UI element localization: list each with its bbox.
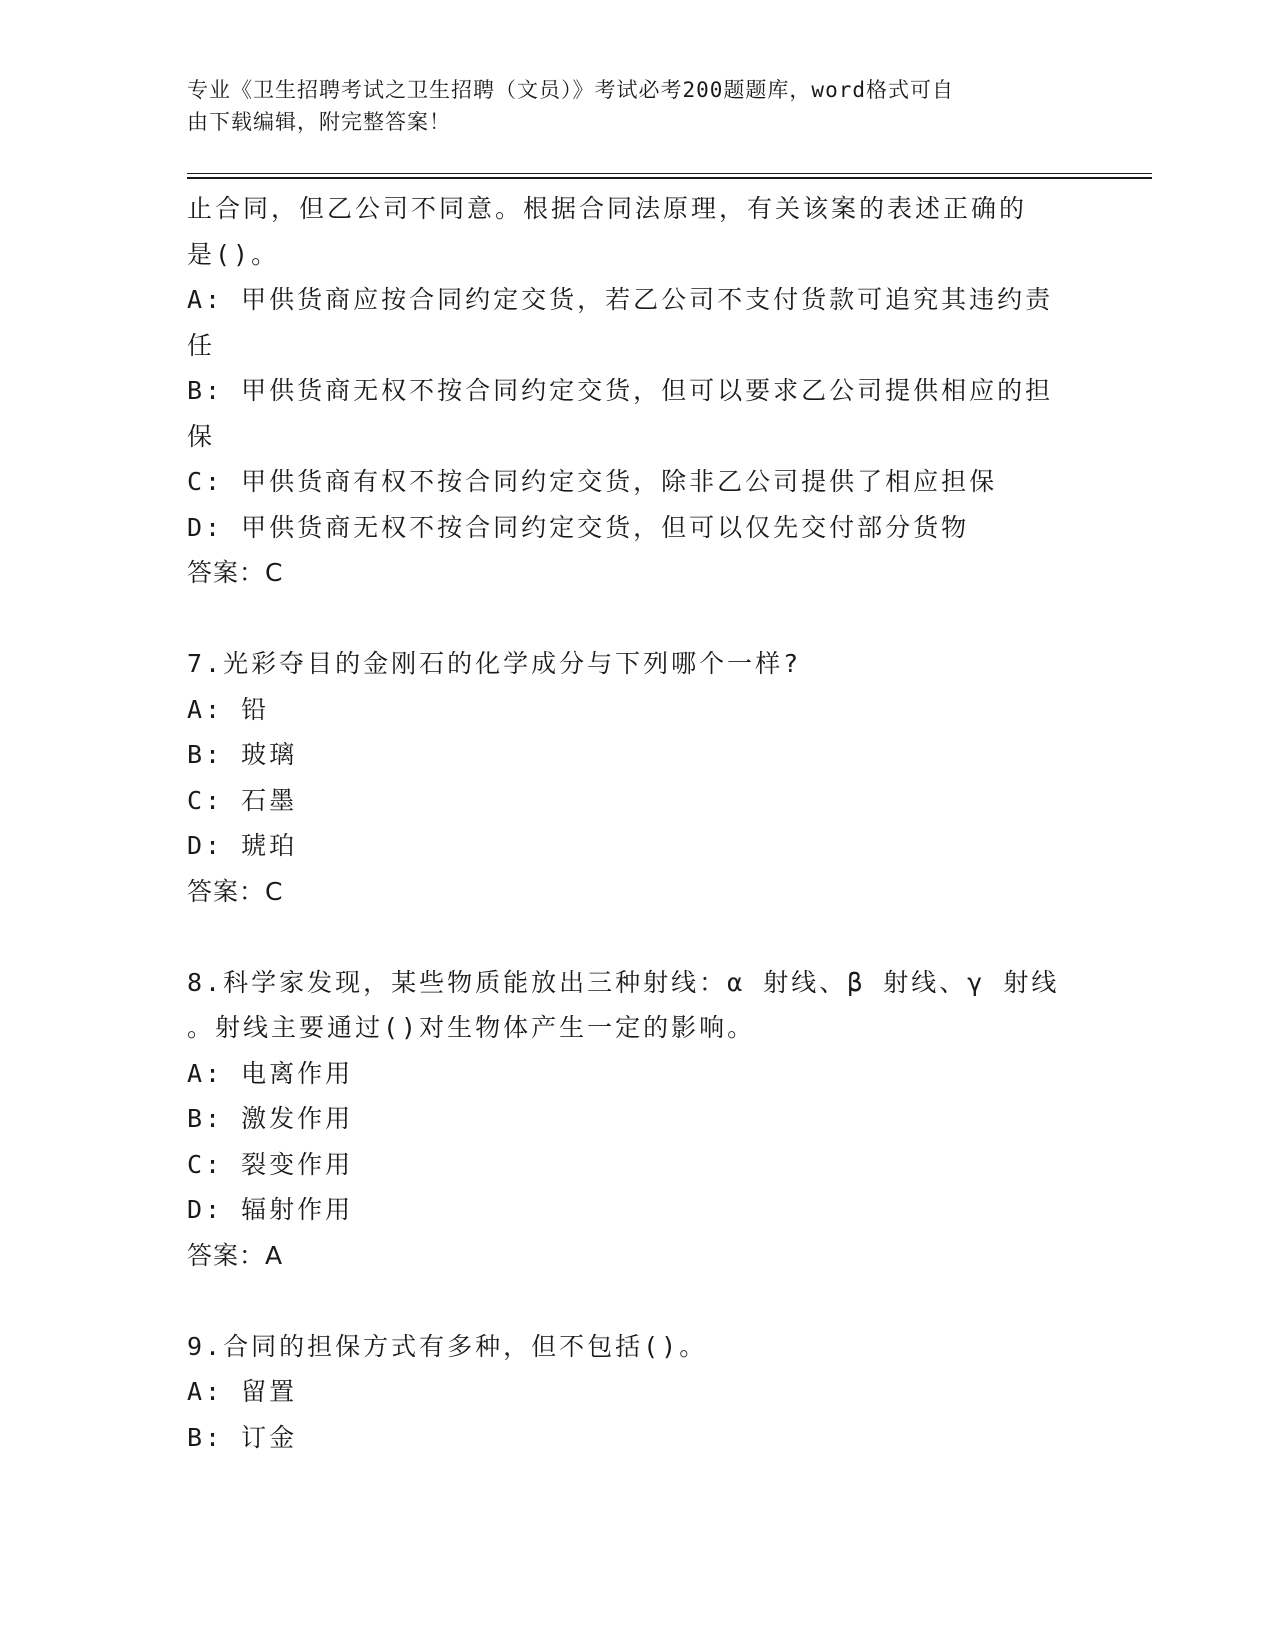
question-7-option-c: C: 石墨 (187, 785, 298, 815)
question-8-option-b: B: 激发作用 (187, 1104, 354, 1133)
question-9-stem: 9.合同的担保方式有多种，但不包括()。 (187, 1331, 708, 1361)
question-6-option-b-line-2: 保 (187, 421, 216, 451)
question-8 (187, 960, 1087, 1279)
question-7-answer: 答案：C (187, 876, 284, 906)
question-7-option-a: A: 铅 (187, 694, 270, 724)
question-9 (187, 1324, 1087, 1461)
header-title-line-1: 专业《卫生招聘考试之卫生招聘（文员）》考试必考200题题库，word格式可自 (187, 78, 954, 102)
question-6-option-d: D: 甲供货商无权不按合同约定交货，但可以仅先交付部分货物 (187, 512, 970, 542)
question-9-option-b: B: 订金 (187, 1422, 298, 1452)
header-title-line-2: 由下载编辑，附完整答案！ (187, 110, 451, 134)
spacer (187, 1278, 1087, 1324)
question-8-option-a: A: 电离作用 (187, 1058, 354, 1088)
question-9-option-a: A: 留置 (187, 1377, 298, 1406)
question-6-stem-line-2: 是()。 (187, 239, 280, 269)
question-8-stem-line-1: 8.科学家发现，某些物质能放出三种射线：α 射线、β 射线、γ 射线 (187, 967, 1060, 997)
question-6-option-a-line-1: A: 甲供货商应按合同约定交货，若乙公司不支付货款可追究其违约责 (187, 285, 1054, 314)
header-rule-top (187, 173, 1152, 174)
header-rule-bottom (187, 177, 1152, 179)
question-6-option-c: C: 甲供货商有权不按合同约定交货，除非乙公司提供了相应担保 (187, 467, 998, 496)
question-8-answer: 答案：A (187, 1240, 284, 1270)
spacer (187, 596, 1087, 642)
question-6-answer: 答案：C (187, 558, 284, 587)
question-6-option-a-line-2: 任 (187, 330, 216, 360)
question-7-option-d: D: 琥珀 (187, 831, 298, 860)
question-6 (187, 186, 1087, 596)
question-list (187, 186, 1087, 1460)
question-7-stem: 7.光彩夺目的金刚石的化学成分与下列哪个一样? (187, 649, 802, 678)
question-8-option-c: C: 裂变作用 (187, 1149, 354, 1179)
question-8-option-d: D: 辐射作用 (187, 1195, 354, 1224)
question-8-stem-line-2: 。射线主要通过()对生物体产生一定的影响。 (187, 1013, 756, 1042)
document-header (187, 74, 1067, 138)
question-7-option-b: B: 玻璃 (187, 740, 298, 769)
question-6-option-b-line-1: B: 甲供货商无权不按合同约定交货，但可以要求乙公司提供相应的担 (187, 376, 1054, 405)
spacer (187, 914, 1087, 960)
question-7 (187, 641, 1087, 914)
question-6-stem-line-1: 止合同，但乙公司不同意。根据合同法原理，有关该案的表述正确的 (187, 194, 1028, 223)
